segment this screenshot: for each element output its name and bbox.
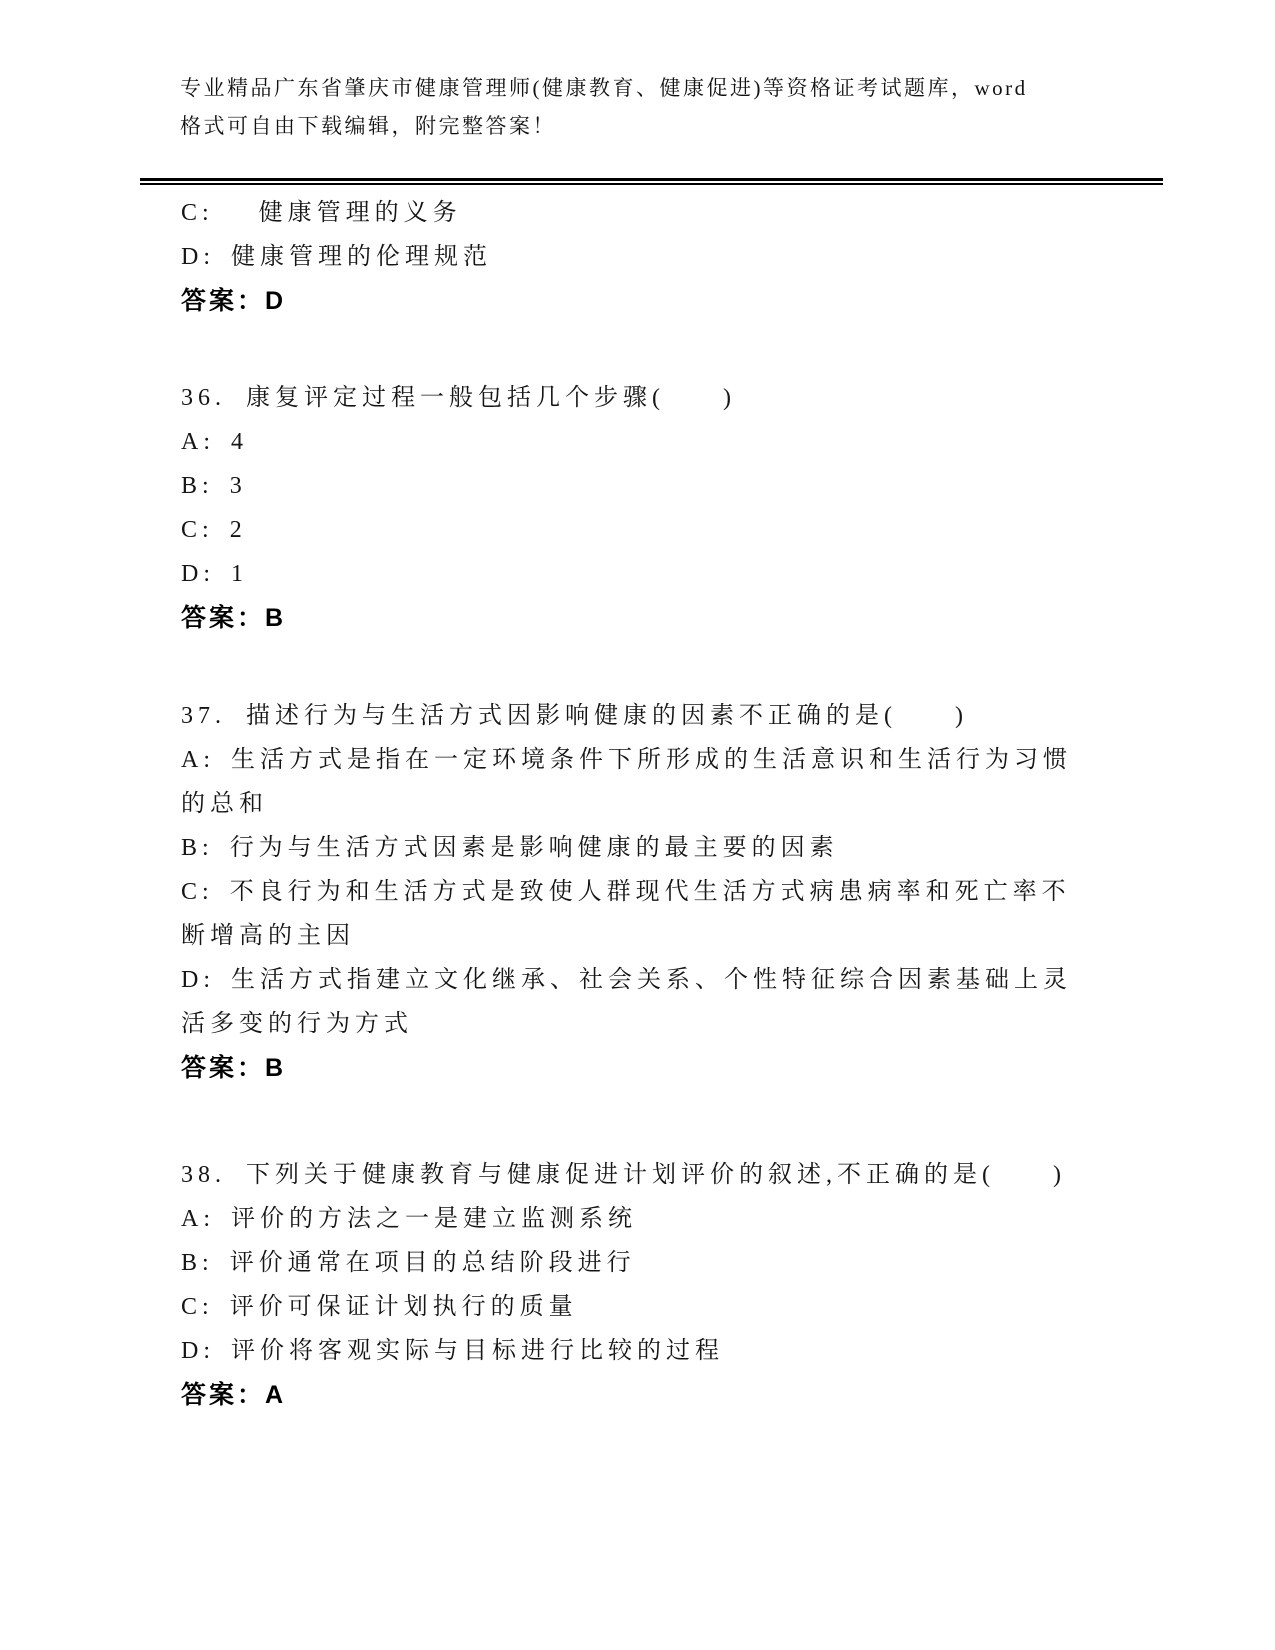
option-label: D:: [181, 967, 215, 993]
answer-line: [181, 1373, 1155, 1417]
option-line: [181, 958, 1155, 1002]
option-line: [181, 1329, 1155, 1373]
option-text: 生活方式指建立文化继承、社会关系、个性特征综合因素基础上灵: [231, 967, 1072, 993]
question-block-36: [181, 376, 1155, 640]
option-line-continuation: 的总和: [181, 791, 268, 817]
answer-value: A: [265, 1381, 287, 1409]
option-label: B:: [181, 1250, 214, 1276]
option-label: D:: [181, 244, 215, 270]
option-line: [181, 508, 1155, 552]
page-header: [0, 0, 1275, 145]
option-text: 不良行为和生活方式是致使人群现代生活方式病患病率和死亡率不: [229, 879, 1071, 905]
option-line: [181, 1285, 1155, 1329]
question-stem: [181, 376, 1155, 420]
option-line: [181, 420, 1155, 464]
option-text: 评价可保证计划执行的质量: [229, 1294, 578, 1320]
option-text: 1: [231, 561, 248, 587]
option-line: [181, 191, 1155, 235]
answer-value: B: [265, 604, 287, 632]
option-text: 健康管理的义务: [229, 200, 462, 226]
option-label: B:: [181, 835, 214, 861]
answer-label: 答案：: [181, 1054, 266, 1082]
option-text: 2: [229, 517, 247, 543]
option-line: [181, 1197, 1155, 1241]
header-text-line-2: 格式可自由下载编辑，附完整答案！: [180, 114, 556, 138]
header-text-line-1: 专业精品广东省肇庆市健康管理师(健康教育、健康促进)等资格证考试题库，word: [180, 76, 1028, 100]
question-stem-text: 康复评定过程一般包括几个步骤( ): [246, 385, 736, 411]
option-text: 3: [229, 473, 247, 499]
option-text: 评价通常在项目的总结阶段进行: [229, 1250, 636, 1276]
question-stem: [181, 694, 1155, 738]
answer-label: 答案：: [181, 1381, 266, 1409]
answer-line: [181, 596, 1155, 640]
block-spacer: [181, 640, 1155, 694]
option-label: D:: [181, 561, 215, 587]
option-line: [181, 552, 1155, 596]
option-text: 4: [231, 429, 248, 455]
option-label: A:: [181, 747, 215, 773]
question-stem-text: 描述行为与生活方式因影响健康的因素不正确的是( ): [246, 703, 968, 729]
question-block-partial: [181, 191, 1155, 323]
question-number: 37.: [181, 703, 226, 729]
document-body: [0, 191, 1275, 1417]
option-line-continuation: 活多变的行为方式: [181, 1011, 413, 1037]
question-number: 36.: [181, 385, 226, 411]
answer-label: 答案：: [181, 287, 266, 315]
option-line: [181, 235, 1155, 279]
answer-line: [181, 1046, 1155, 1090]
option-label: C:: [181, 200, 214, 226]
option-text: 行为与生活方式因素是影响健康的最主要的因素: [229, 835, 839, 861]
question-block-38: [181, 1153, 1155, 1417]
option-line: [181, 464, 1155, 508]
option-text: 生活方式是指在一定环境条件下所形成的生活意识和生活行为习惯: [231, 747, 1072, 773]
option-text: 健康管理的伦理规范: [231, 244, 492, 270]
option-line-continuation: 断增高的主因: [181, 923, 355, 949]
block-spacer: [181, 323, 1155, 376]
option-line: [181, 1241, 1155, 1285]
question-stem: [181, 1153, 1155, 1197]
option-label: A:: [181, 1206, 215, 1232]
option-text: 评价将客观实际与目标进行比较的过程: [231, 1338, 724, 1364]
option-label: B:: [181, 473, 214, 499]
answer-value: D: [265, 287, 287, 315]
answer-value: B: [265, 1054, 287, 1082]
answer-label: 答案：: [181, 604, 266, 632]
option-line: [181, 738, 1155, 782]
question-stem-text: 下列关于健康教育与健康促进计划评价的叙述,不正确的是( ): [246, 1162, 1066, 1188]
option-label: D:: [181, 1338, 215, 1364]
answer-line: [181, 279, 1155, 323]
option-label: C:: [181, 1294, 214, 1320]
question-number: 38.: [181, 1162, 226, 1188]
question-block-37: [181, 694, 1155, 1090]
option-line: [181, 870, 1155, 914]
option-text: 评价的方法之一是建立监测系统: [231, 1206, 637, 1232]
block-spacer: [181, 1090, 1155, 1153]
option-label: C:: [181, 517, 214, 543]
option-label: A:: [181, 429, 215, 455]
option-label: C:: [181, 879, 214, 905]
header-divider-rule: [140, 178, 1163, 185]
option-line: [181, 826, 1155, 870]
